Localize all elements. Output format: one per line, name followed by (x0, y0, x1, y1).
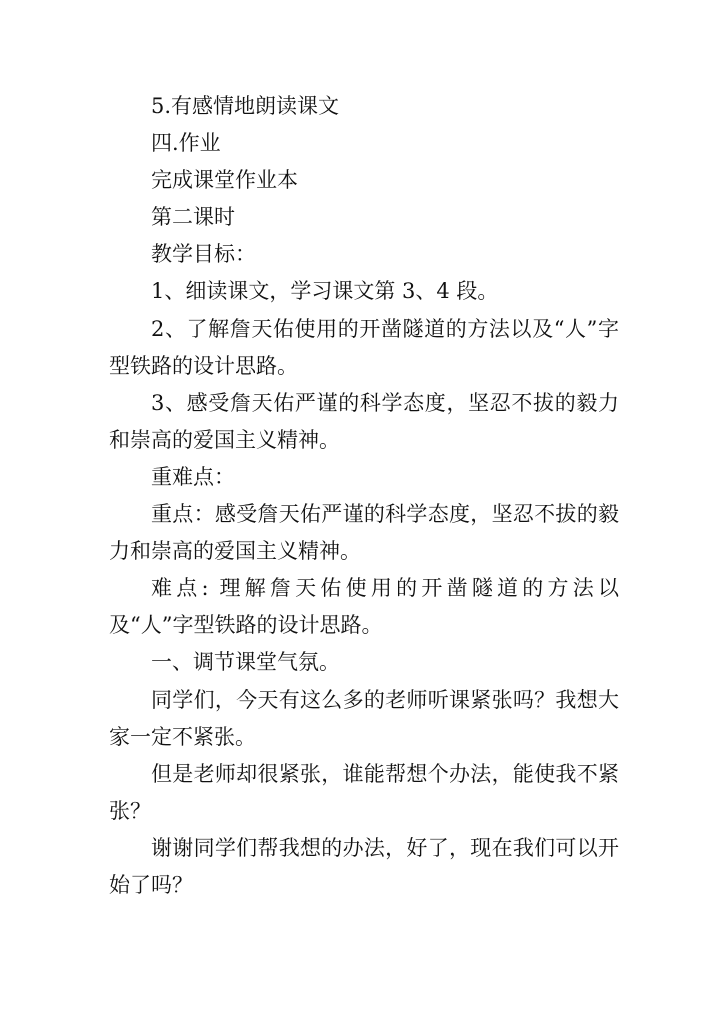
paragraph-section-one-heading: 一、调节课堂气氛。 (151, 650, 340, 675)
paragraph-goal-2: 2、了解詹天佑使用的开凿隧道的方法以及“人”字型铁路的设计思路。 (109, 316, 619, 378)
paragraph-homework-task: 完成课堂作业本 (151, 168, 298, 193)
paragraph-second-lesson: 第二课时 (151, 205, 235, 230)
document-body (109, 88, 619, 904)
paragraph-reading-aloud: 5.有感情地朗读课文 (151, 94, 340, 118)
paragraph-class-talk-2: 但是老师却很紧张，谁能帮想个办法，能使我不紧张？ (109, 761, 619, 823)
paragraph-homework-heading: 四.作业 (151, 131, 221, 156)
paragraph-difficult-point: 难点: 理解詹天佑使用的开凿隧道的方法以及“人”字型铁路的设计思路。 (109, 576, 619, 638)
paragraph-key-points-heading: 重难点： (151, 464, 235, 489)
paragraph-teaching-goals-heading: 教学目标： (151, 242, 256, 267)
paragraph-class-talk-1: 同学们，今天有这么多的老师听课紧张吗？我想大家一定不紧张。 (109, 687, 619, 749)
paragraph-goal-1: 1、细读课文，学习课文第 3、4 段。 (151, 279, 499, 304)
paragraph-goal-3: 3、感受詹天佑严谨的科学态度，坚忍不拔的毅力和崇高的爱国主义精神。 (109, 390, 619, 452)
paragraph-class-talk-3: 谢谢同学们帮我想的办法，好了，现在我们可以开始了吗？ (109, 835, 619, 897)
paragraph-key-point: 重点：感受詹天佑严谨的科学态度，坚忍不拔的毅力和崇高的爱国主义精神。 (109, 502, 619, 564)
